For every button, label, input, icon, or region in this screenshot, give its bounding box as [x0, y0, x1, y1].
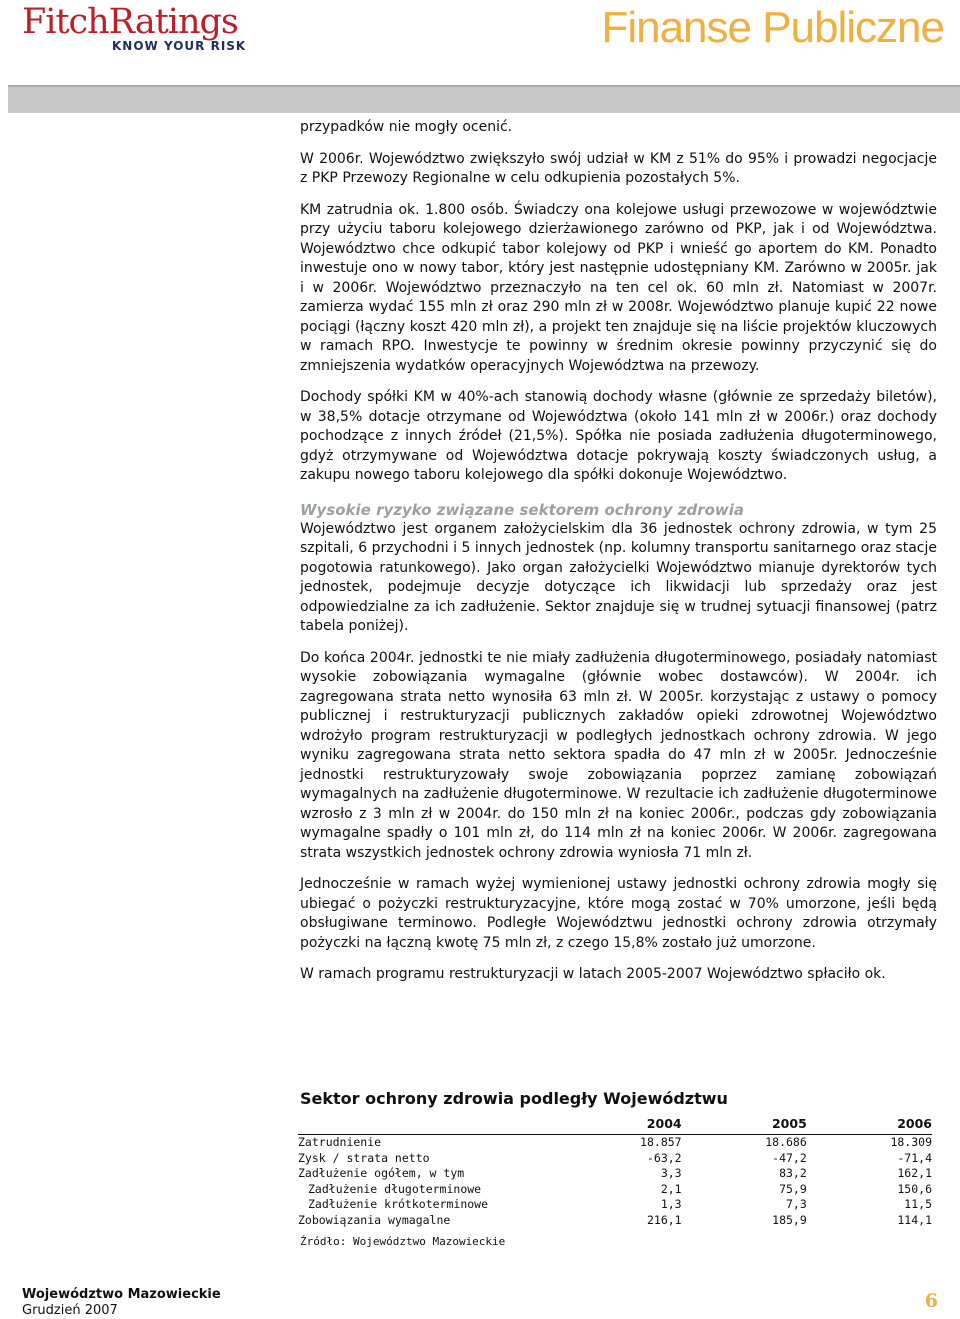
cell-value: 216,1 — [646, 1212, 682, 1227]
row-label: Zadłużenie krótkoterminowe — [308, 1197, 489, 1211]
cell-value: 11,5 — [904, 1197, 932, 1211]
cell-value: 18.686 — [765, 1135, 807, 1149]
table-source-note: Źródło: Województwo Mazowieckie — [300, 1235, 506, 1248]
logo-tagline: KNOW YOUR RISK — [112, 39, 247, 53]
paragraph-1: przypadków nie mogły ocenić. — [300, 119, 513, 135]
table-row — [298, 1182, 932, 1198]
paragraph-8: W ramach programu restrukturyzacji w latach 2005-2007 Województwo spłaciło ok. — [300, 966, 886, 982]
cell-value: 83,2 — [779, 1166, 807, 1180]
paragraph-4: Dochody spółki KM w 40%-ach stanowią dochody własne (głównie ze sprzedaży biletów), w 38,5% dotacje otrzymane od Województwa (około 141 mln zł w 2006r.) oraz dochody pochodzące z innych źródeł (21,5%). Spółka nie posiada zadłużenia długoterminowego, gdyż otrzymywane od Województwa dotacje pokrywają koszty świadczonych usług, a zakupu nowego taboru kolejowego dla spółki dokonuje Województwo. — [300, 389, 937, 483]
cell-value: 162,1 — [897, 1166, 932, 1180]
paragraph-5: Województwo jest organem założycielskim dla 36 jednostek ochrony zdrowia, w tym 25 szpitali, 6 przychodni i 5 innych jednostek (np. kolumny transportu sanitarnego oraz stacje pogotowia ratunkowego). Jako organ założycielki Województwo mianuje dyrektorów tych jednostek, podejmuje decyzje dotyczące ich likwidacji lub sprzedaży oraz jest odpowiedzialne za ich zadłużenie. Sektor znajduje się w trudnej sytuacji finansowej (patrz tabela poniżej). — [300, 520, 937, 634]
paragraph-6: Do końca 2004r. jednostki te nie miały zadłużenia długoterminowego, posiadały natomiast wysokie zobowiązania wymagalne (głównie wobec dostawców). W 2004r. ich zagregowana strata netto wynosiła 63 mln zł. W 2005r. korzystając z ustawy o pomocy publicznej i restrukturyzacji publicznych zakładów opieki zdrowotnej Województwo wdrożyło program restrukturyzacji w podległych jednostkach ochrony zdrowia. W jego wyniku zagregowana strata netto sektora spadła do 47 mln zł w 2005r. Jednocześnie jednostki restrukturyzowały swoje zobowiązania poprzez zamianę zobowiązań wymagalnych na zadłużenie długoterminowe. W rezultacie ich zadłużenie długoterminowe wzrosło z 3 mln zł w 2004r. do 150 mln zł na koniec 2006r., podczas gdy zobowiązania wymagalne spadły o 101 mln zł, do 114 mln zł na koniec 2006r. W 2006r. zagregowana strata wszystkich jednostek ochrony zdrowia wyniosła 71 mln zł. — [300, 649, 937, 861]
cell-value: -71,4 — [897, 1150, 932, 1165]
table-header-row — [298, 1114, 932, 1135]
cell-value: 3,3 — [660, 1166, 682, 1180]
column-header: 2005 — [771, 1116, 807, 1131]
cell-value: 18.857 — [640, 1135, 682, 1149]
section-heading: Wysokie ryzyko związane sektorem ochrony zdrowia — [300, 500, 745, 519]
row-label: Zadłużenie długoterminowe — [308, 1181, 482, 1196]
footer-info — [22, 1287, 221, 1319]
cell-value: -63,2 — [646, 1150, 682, 1165]
cell-value: 75,9 — [779, 1181, 807, 1196]
health-sector-table — [298, 1114, 932, 1228]
cell-value: -47,2 — [772, 1150, 807, 1165]
cell-value: 18.309 — [890, 1135, 932, 1149]
paragraph-7: Jednocześnie w ramach wyżej wymienionej ustawy jednostki ochrony zdrowia mogły się ubiegać o pożyczki restrukturyzacyjne, które mogą zostać w 70% umorzone, jeśli będą obsługiwane terminowo. Podległe Województwu jednostki ochrony zdrowia otrzymały pożyczki na łączną kwotę 75 mln zł, z czego 15,8% zostało już umorzone. — [300, 876, 937, 951]
page-number: 6 — [924, 1290, 938, 1312]
column-header: 2006 — [897, 1116, 932, 1131]
footer-date: Grudzień 2007 — [22, 1303, 118, 1318]
header-band — [8, 87, 960, 113]
cell-value: 114,1 — [897, 1212, 932, 1227]
cell-value: 150,6 — [897, 1181, 932, 1196]
fitch-ratings-logo — [22, 2, 246, 53]
logo-brand-text: FitchRatings — [22, 2, 238, 42]
table-row — [298, 1151, 932, 1167]
cell-value: 1,3 — [660, 1197, 682, 1211]
row-label: Zadłużenie ogółem, w tym — [298, 1166, 465, 1180]
row-label: Zatrudnienie — [298, 1135, 382, 1149]
row-label: Zysk / strata netto — [298, 1150, 430, 1165]
article-body — [300, 118, 937, 997]
paragraph-2: W 2006r. Województwo zwiększyło swój udział w KM z 51% do 95% i prowadzi negocjacje z PKP Przewozy Regionalne w celu odkupienia pozostałych 5%. — [300, 150, 937, 186]
cell-value: 7,3 — [786, 1197, 807, 1211]
table-row — [298, 1166, 932, 1182]
table-row — [298, 1135, 932, 1151]
table-row — [298, 1197, 932, 1213]
table-title: Sektor ochrony zdrowia podległy Województwu — [300, 1089, 728, 1108]
table-row — [298, 1213, 932, 1229]
cell-value: 185,9 — [772, 1212, 807, 1227]
row-label: Zobowiązania wymagalne — [298, 1212, 451, 1227]
paragraph-3: KM zatrudnia ok. 1.800 osób. Świadczy ona kolejowe usługi przewozowe w województwie przy użyciu taboru kolejowego dzierżawionego zarówno od PKP, jak i od Województwa. Województwo chce odkupić tabor kolejowy od PKP i wnieść go aportem do KM. Ponadto inwestuje ono w nowy tabor, który jest następnie udostępniany KM. Zarówno w 2005r. jak i w 2006r. Województwo przeznaczyło na ten cel ok. 60 mln zł. Natomiast w 2007r. zamierza wydać 155 mln zł oraz 290 mln zł w 2008r. Województwo planuje kupić 22 nowe pociągi (łączny koszt 420 mln zł), a projekt ten znajduje się na liście projektów kluczowych w ramach RPO. Inwestycje te powinny w średnim okresie powinny przyczynić się do zmniejszenia wydatków operacyjnych Województwa na przewozy. — [300, 201, 937, 374]
publication-title: Finanse Publiczne — [601, 3, 944, 52]
footer-region: Województwo Mazowieckie — [22, 1287, 221, 1302]
column-header: 2004 — [646, 1116, 682, 1131]
cell-value: 2,1 — [660, 1181, 682, 1196]
